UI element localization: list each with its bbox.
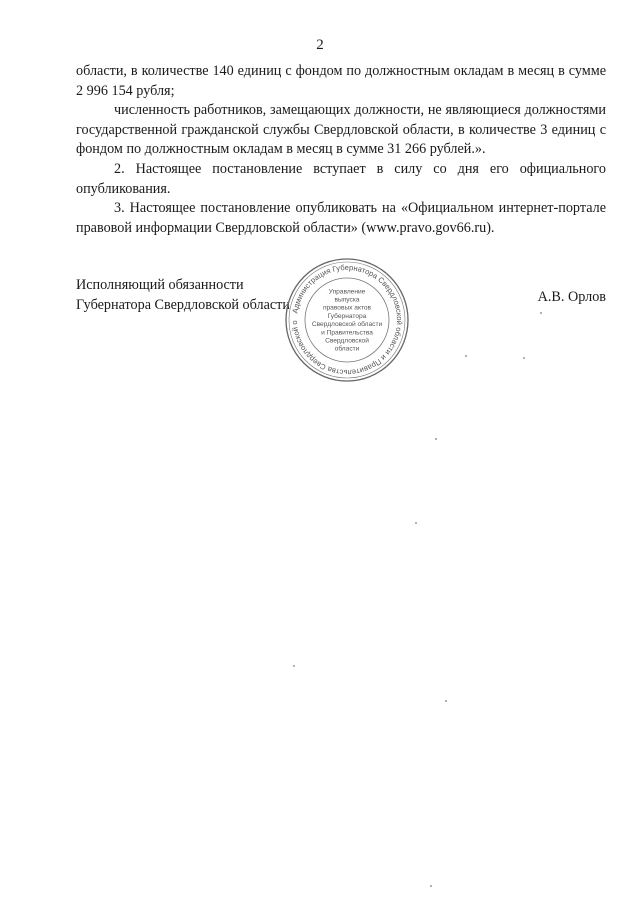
paragraph: 2. Настоящее постановление вступает в силу со дня его официального опубликования. bbox=[76, 160, 606, 197]
signatory-title-line: Губернатора Свердловской области bbox=[76, 296, 290, 313]
document-body bbox=[76, 62, 606, 238]
paragraph: области, в количестве 140 единиц с фондом по должностным окладам в месяц в сумме 2 996 154 рубля; bbox=[76, 63, 606, 99]
seal-center-line: и Правительства bbox=[321, 329, 373, 337]
seal-center-line: правовых актов bbox=[322, 304, 372, 312]
seal-center-line: выпуска bbox=[334, 296, 360, 304]
official-seal bbox=[282, 255, 412, 385]
seal-graphic bbox=[282, 255, 412, 385]
seal-center-line: области bbox=[334, 345, 360, 353]
signatory-name: А.В. Орлов bbox=[537, 289, 606, 305]
seal-center-line: Свердловской bbox=[325, 337, 369, 345]
seal-center-line: Управление bbox=[328, 288, 366, 296]
seal-ring-text: Администрация Губернатора Свердловской области и Правительства Свердловской о bbox=[289, 262, 405, 378]
seal-center-line: Губернатора bbox=[327, 312, 367, 320]
paragraph: численность работников, замещающих должности, не являющиеся должностями государственной гражданской службы Свердловской области, в количестве 3 единиц с фондом по должностным окладам в месяц в сумме 31 266 рублей.». bbox=[76, 102, 606, 158]
seal-center-line: Свердловской области bbox=[311, 321, 383, 329]
signatory-title-line: Исполняющий обязанности bbox=[76, 277, 244, 293]
page-number: 2 bbox=[316, 37, 324, 53]
paragraph: 3. Настоящее постановление опубликовать на «Официальном интернет-портале правовой информации Свердловской области» (www.pravo.gov66.ru). bbox=[76, 200, 606, 236]
